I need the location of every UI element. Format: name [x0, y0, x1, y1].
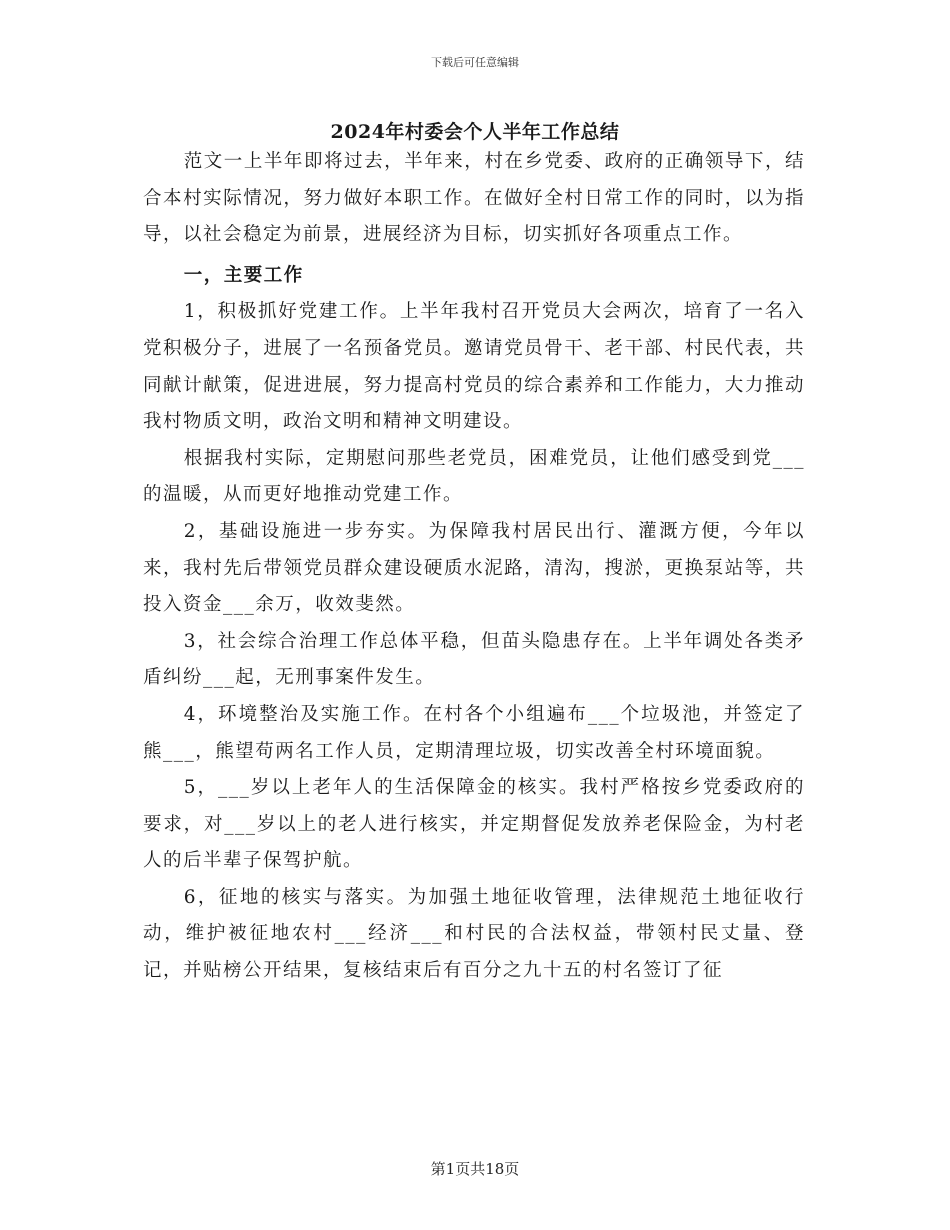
body-paragraph-6: 5，___岁以上老年人的生活保障金的核实。我村严格按乡党委政府的要求，对___岁以上的老人进行核实，并定期督促发放养老保险金，为村老人的后半辈子保驾护航。: [143, 777, 805, 872]
body-paragraph-7: 6，征地的核实与落实。为加强土地征收管理，法律规范土地征收行动，维护被征地农村___经济___和村民的合法权益，带领村民丈量、登记，并贴榜公开结果，复核结束后有百分之九十五的村名签订了征: [143, 886, 805, 982]
body-paragraph-2: 根据我村实际，定期慰问那些老党员，困难党员，让他们感受到党___的温暖，从而更好地推动党建工作。: [143, 447, 805, 506]
body-paragraph-4: 3，社会综合治理工作总体平稳，但苗头隐患存在。上半年调处各类矛盾纠纷___起，无刑事案件发生。: [143, 630, 805, 689]
page-number: 第1页共18页: [430, 1160, 520, 1178]
section-heading: 一，主要工作: [183, 264, 304, 286]
body-paragraph-3: 2，基础设施进一步夯实。为保障我村居民出行、灌溉方便，今年以来，我村先后带领党员群众建设硬质水泥路，清沟，搜淤，更换泵站等，共投入资金___余万，收效斐然。: [143, 520, 805, 616]
body-paragraph-5: 4，环境整治及实施工作。在村各个小组遍布___个垃圾池，并签定了熊___，熊望苟两名工作人员，定期清理垃圾，切实改善全村环境面貌。: [143, 703, 805, 762]
body-paragraph-1: 1，积极抓好党建工作。上半年我村召开党员大会两次，培育了一名入党积极分子，进展了一名预备党员。邀请党员骨干、老干部、村民代表，共同献计献策，促进进展，努力提高村党员的综合素养和工作能力，大力推动我村物质文明，政治文明和精神文明建设。: [143, 301, 805, 433]
header-note: 下载后可任意编辑: [431, 56, 519, 69]
document-body: [143, 144, 805, 990]
intro-paragraph: 范文一上半年即将过去，半年来，村在乡党委、政府的正确领导下，结合本村实际情况，努力做好本职工作。在做好全村日常工作的同时，以为指导，以社会稳定为前景，进展经济为目标，切实抓好各项重点工作。: [143, 151, 805, 246]
document-title: 2024年村委会个人半年工作总结: [330, 121, 620, 143]
